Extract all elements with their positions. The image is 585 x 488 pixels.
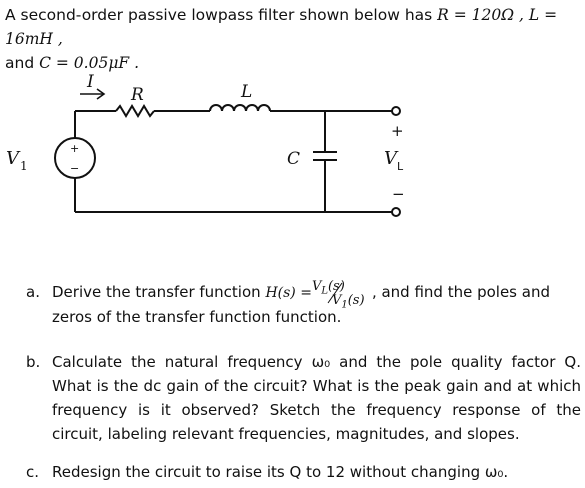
source-minus-sign: − [70, 162, 80, 175]
output-minus-sign: − [392, 185, 405, 203]
question-a-text: Derive the transfer function [52, 283, 261, 301]
question-letter: a. [26, 283, 40, 301]
current-label: I [87, 72, 94, 92]
question-c-text: Redesign the circuit to raise its Q to 12 without changing ω₀. [52, 463, 509, 481]
transfer-function-lhs: H(s) = [265, 285, 312, 301]
output-label: V [384, 148, 397, 169]
inductor [210, 105, 270, 111]
capacitor-value: C = 0.05μF . [39, 54, 140, 72]
output-plus-sign: + [391, 122, 404, 140]
question-b-text: Calculate the natural frequency ω₀ and the pole quality factor Q. What is the dc gain of the circuit? What is the peak gain and at which frequency is it observed? Sketch the frequency response of the circuit, labeling relevant frequencies, magnitudes, and slopes. [52, 353, 581, 443]
question-c [26, 460, 581, 484]
source-label-sub: 1 [20, 159, 28, 173]
transfer-function-fraction [311, 278, 372, 311]
capacitor-label: C [287, 149, 301, 169]
question-letter: b. [26, 353, 41, 371]
output-terminal-top [392, 107, 400, 115]
output-terminal-bottom [392, 208, 400, 216]
question-a-text-end: , and find the poles and [371, 283, 550, 301]
output-label-sub: L [397, 160, 404, 173]
tf-denominator-arg: (s) [347, 292, 365, 308]
question-b [26, 350, 581, 450]
tf-numerator-sub: L [321, 285, 328, 297]
inductor-value: L = 16mH , [5, 6, 558, 48]
tf-numerator-arg: (s) [327, 278, 345, 294]
source-label: V [6, 148, 19, 169]
intro-and: and [5, 54, 35, 72]
resistor-value: R = 120Ω , [437, 6, 524, 24]
question-a [26, 280, 581, 336]
question-a-line2: zeros of the transfer function function. [52, 308, 342, 326]
resistor [116, 106, 154, 116]
tf-numerator: V [311, 278, 322, 294]
source-plus-sign: + [70, 142, 80, 155]
resistor-label: R [131, 85, 144, 105]
intro-text: A second-order passive lowpass filter shown below has [5, 6, 433, 24]
inductor-label: L [241, 82, 253, 102]
question-letter: c. [26, 463, 40, 481]
tf-denominator: V [331, 292, 342, 308]
tf-denominator-sub: 1 [341, 299, 348, 311]
circuit-diagram [0, 60, 585, 250]
